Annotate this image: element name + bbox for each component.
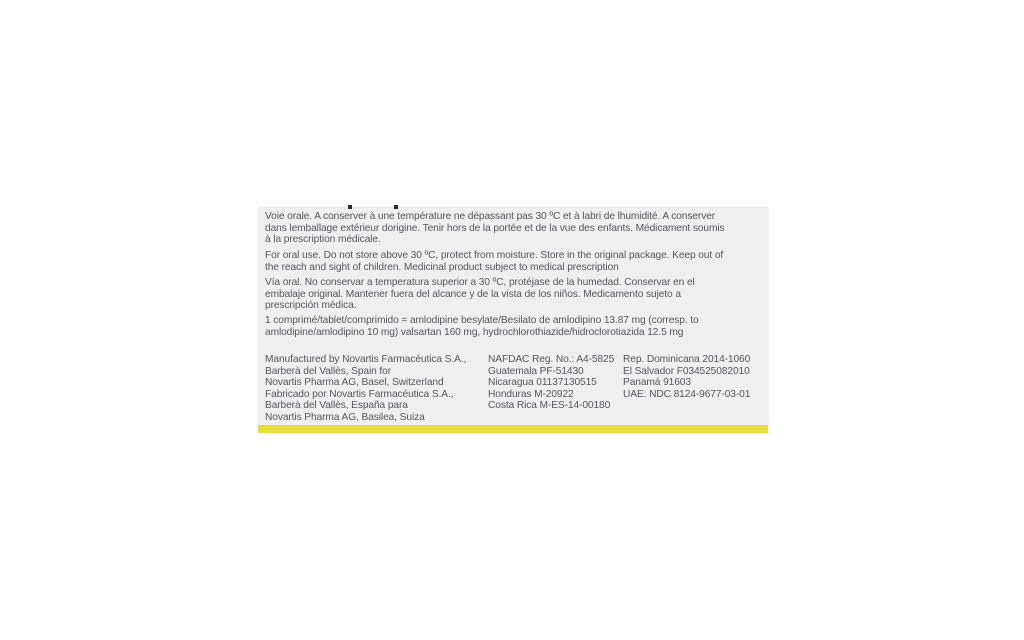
manufacturer-line: Novartis Pharma AG, Basilea, Suiza bbox=[265, 411, 425, 423]
registration-line: Rep. Dominicana 2014-1060 bbox=[623, 354, 751, 365]
registration-line: Guatemala PF-51430 bbox=[488, 365, 584, 377]
registration-line: NAFDAC Reg. No.: A4-5825 bbox=[488, 354, 615, 365]
medicine-carton-panel bbox=[258, 207, 768, 433]
manufacturer-line: Fabricado por Novartis Farmacéutica S.A., bbox=[265, 388, 454, 400]
print-registration-marks bbox=[348, 205, 398, 209]
registration-numbers-column-1 bbox=[488, 354, 614, 412]
registration-line: El Salvador F034525082010 bbox=[623, 365, 750, 377]
english-instructions: For oral use. Do not store above 30 ºC, protect from moisture. Store in the original package. Keep out of the reach and sight of children. Medicinal product subject to medical prescription bbox=[265, 250, 724, 273]
yellow-accent-strip bbox=[258, 425, 768, 433]
manufacturer-line: Barberà del Vallès, España para bbox=[265, 400, 408, 412]
registration-line: Panamá 91603 bbox=[623, 377, 691, 389]
registration-line: UAE: NDC 8124-9677-03-01 bbox=[623, 388, 751, 400]
registration-line: Nicaragua 01137130515 bbox=[488, 377, 597, 389]
registration-line: Honduras M-20922 bbox=[488, 388, 574, 400]
composition-statement: 1 comprimé/tablet/comprimido = amlodipine besylate/Besilato de amlodipino 13.87 mg (corresp. to amlodipine/amlodipino 10 mg) valsartan 160 mg, hydrochlorothiazide/hidroclorotiazida 12.5 mg bbox=[265, 315, 699, 338]
manufacturer-info bbox=[265, 354, 466, 424]
registration-line: Costa Rica M-ES-14-00180 bbox=[488, 400, 611, 412]
registration-mark-right bbox=[394, 205, 398, 209]
french-instructions: Voie orale. A conserver à une température ne dépassant pas 30 ºC et à labri de lhumidité. A conserver dans lemballage extérieur dorigine. Tenir hors de la portée et de la vue des enfants. Médicament soumis à la prescription médicale. bbox=[265, 211, 725, 246]
manufacturer-line: Manufactured by Novartis Farmacéutica S.A., bbox=[265, 354, 467, 365]
registration-numbers-column-2 bbox=[623, 354, 750, 400]
manufacturer-line: Novartis Pharma AG, Basel, Switzerland bbox=[265, 377, 444, 389]
registration-mark-left bbox=[348, 205, 352, 209]
spanish-instructions: Vía oral. No conservar a temperatura superior a 30 ºC, protéjase de la humedad. Conservar en el embalaje original. Mantener fuera del alcance y de la vista de los niños. Medicamento sujeto a prescripción médica. bbox=[265, 277, 695, 312]
manufacturer-line: Barberà del Vallès, Spain for bbox=[265, 365, 392, 377]
